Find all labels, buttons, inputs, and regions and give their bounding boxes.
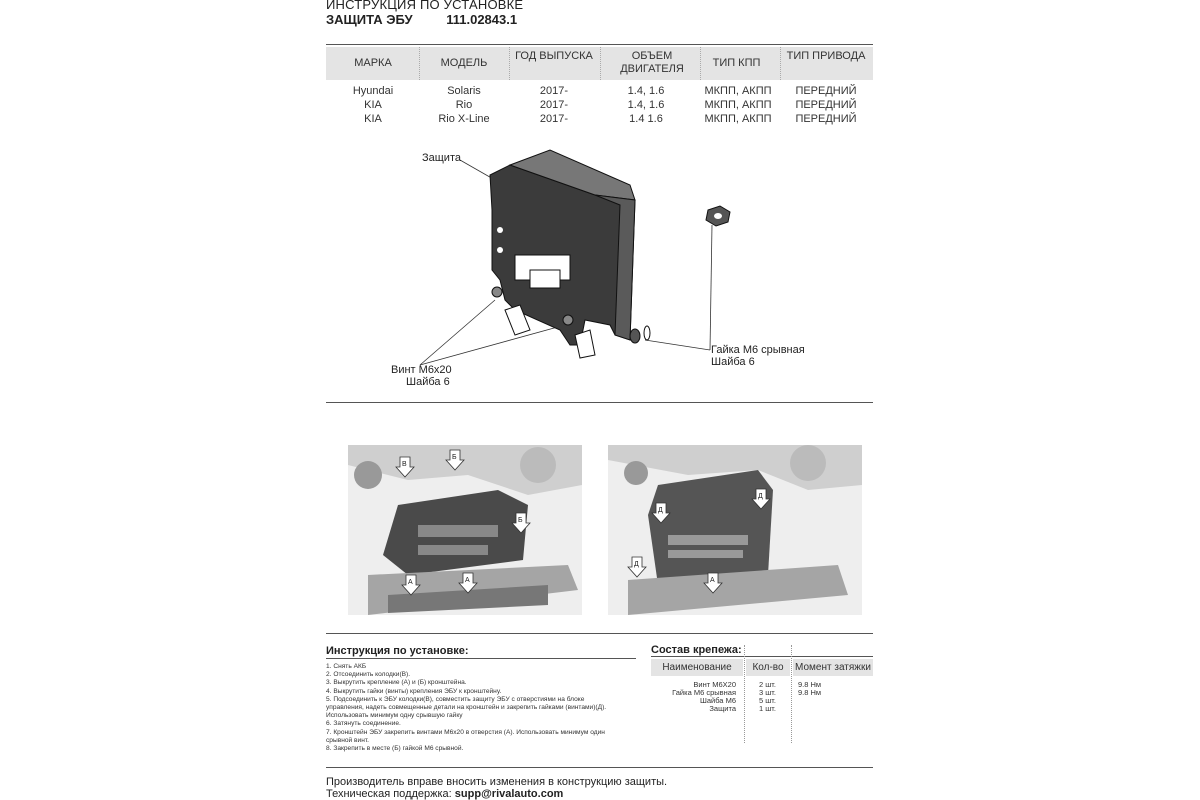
- table-cell: МКПП, АКПП: [704, 113, 772, 125]
- instruction-steps: [326, 663, 636, 753]
- support-label: Техническая поддержка:: [326, 788, 452, 800]
- washer-part: [630, 326, 650, 343]
- table-cell: МКПП, АКПП: [704, 99, 772, 111]
- marker-d: Д: [658, 507, 663, 514]
- table-cell: KIA: [364, 99, 382, 111]
- col-year: ГОД ВЫПУСКА: [515, 50, 593, 62]
- list-item: 2. Отсоединить колодки(В).: [326, 671, 411, 679]
- marker-b: Б: [452, 454, 457, 461]
- table-cell: ПЕРЕДНИЙ: [795, 85, 857, 97]
- table-cell: Rio X-Line: [438, 113, 490, 125]
- doc-heading: ИНСТРУКЦИЯ ПО УСТАНОВКЕ: [326, 0, 524, 12]
- fasteners-col-name: Наименование: [651, 659, 743, 676]
- list-item: Использовать минимум одну срывшую гайку: [326, 712, 463, 720]
- table-cell: 2017-: [539, 85, 569, 97]
- table-cell: ПЕРЕДНИЙ: [795, 113, 857, 125]
- list-item: управления, надеть совмещенные детали на кронштейн и закрепить гайками (винтами)(Д).: [326, 704, 607, 712]
- label-nut: Гайка М6 срывная: [711, 344, 805, 356]
- marker-d: Д: [758, 493, 763, 500]
- table-cell: Hyundai: [352, 85, 394, 97]
- list-item: 5. Подсоединить к ЭБУ колодки(В), совместить защиту ЭБУ с отверстиями на блоке: [326, 695, 585, 703]
- photo-after: [608, 445, 862, 615]
- label-washer-left: Шайба 6: [406, 376, 450, 388]
- support-email[interactable]: supp@rivalauto.com: [454, 788, 564, 800]
- fasteners-title: Состав крепежа:: [651, 644, 742, 656]
- instructions-title: Инструкция по установке:: [326, 645, 469, 657]
- table-cell: Винт М6Х20: [693, 680, 736, 689]
- footer-notice: Производитель вправе вносить изменения в конструкцию защиты.: [326, 776, 668, 788]
- list-item: 3. Выкрутить крепление (А) и (Б) кронштейна.: [326, 679, 467, 687]
- table-cell: ПЕРЕДНИЙ: [795, 99, 857, 111]
- table-cell: 2 шт.: [759, 680, 776, 689]
- fasteners-col-torque: Момент затяжки: [793, 659, 873, 676]
- marker-v: В: [402, 461, 407, 468]
- product-code: 111.02843.1: [446, 12, 518, 27]
- col-gearbox: ТИП КПП: [712, 57, 761, 69]
- table-cell: 1 шт.: [759, 704, 776, 713]
- list-item: 7. Кронштейн ЭБУ закрепить винтами М6х20 в отверстия (А). Использовать минимум один: [326, 728, 605, 736]
- label-bolt: Винт М6х20: [391, 364, 452, 376]
- support-line: [326, 788, 563, 800]
- marker-a: А: [408, 579, 413, 586]
- table-cell: 9.8 Нм: [798, 688, 822, 697]
- table-cell: 1.4, 1.6: [627, 85, 665, 97]
- table-cell: Защита: [709, 704, 736, 713]
- marker-d: Д: [634, 561, 639, 568]
- list-item: 4. Выкрутить гайки (винты) крепления ЭБУ к кронштейну.: [326, 687, 502, 695]
- table-cell: МКПП, АКПП: [704, 85, 772, 97]
- divider: [326, 658, 636, 659]
- label-washer-right: Шайба 6: [711, 356, 755, 368]
- nut-part: [706, 206, 730, 226]
- label-guard: Защита: [422, 152, 461, 164]
- col-make: МАРКА: [354, 57, 392, 69]
- marker-a: А: [465, 577, 470, 584]
- photo-before: [348, 445, 582, 615]
- list-item: срывной винт.: [326, 736, 369, 744]
- divider: [326, 44, 873, 45]
- divider: [326, 633, 873, 634]
- marker-b: Б: [518, 517, 523, 524]
- table-cell: 1.4, 1.6: [627, 99, 665, 111]
- exploded-diagram: [380, 140, 840, 400]
- divider: [651, 656, 873, 657]
- table-cell: Шайба М6: [699, 696, 736, 705]
- list-item: 6. Затянуть соединение.: [326, 720, 401, 728]
- table-cell: Гайка М6 срывная: [672, 688, 736, 697]
- table-cell: Rio: [455, 99, 473, 111]
- table-cell: KIA: [364, 113, 382, 125]
- table-cell: 2017-: [539, 113, 569, 125]
- table-cell: 2017-: [539, 99, 569, 111]
- product-title: [326, 12, 547, 27]
- product-name: ЗАЩИТА ЭБУ: [326, 12, 413, 27]
- table-cell: 9.8 Нм: [798, 680, 822, 689]
- list-item: 1. Снять АКБ: [326, 663, 367, 670]
- marker-a: А: [710, 577, 715, 584]
- fasteners-col-qty: Кол-во: [746, 659, 790, 676]
- list-item: 8. Закрепить в месте (Б) гайкой М6 срывной.: [326, 745, 464, 753]
- table-cell: 1.4 1.6: [629, 113, 663, 125]
- table-cell: 5 шт.: [759, 696, 776, 705]
- table-cell: Solaris: [447, 85, 481, 97]
- col-drive: ТИП ПРИВОДА: [786, 50, 866, 62]
- divider: [326, 402, 873, 403]
- col-model: МОДЕЛЬ: [440, 57, 488, 69]
- col-engine: ОБЪЕМ ДВИГАТЕЛЯ: [620, 50, 684, 75]
- table-cell: 3 шт.: [759, 688, 776, 697]
- divider: [326, 767, 873, 768]
- guard-bracket: [490, 150, 635, 358]
